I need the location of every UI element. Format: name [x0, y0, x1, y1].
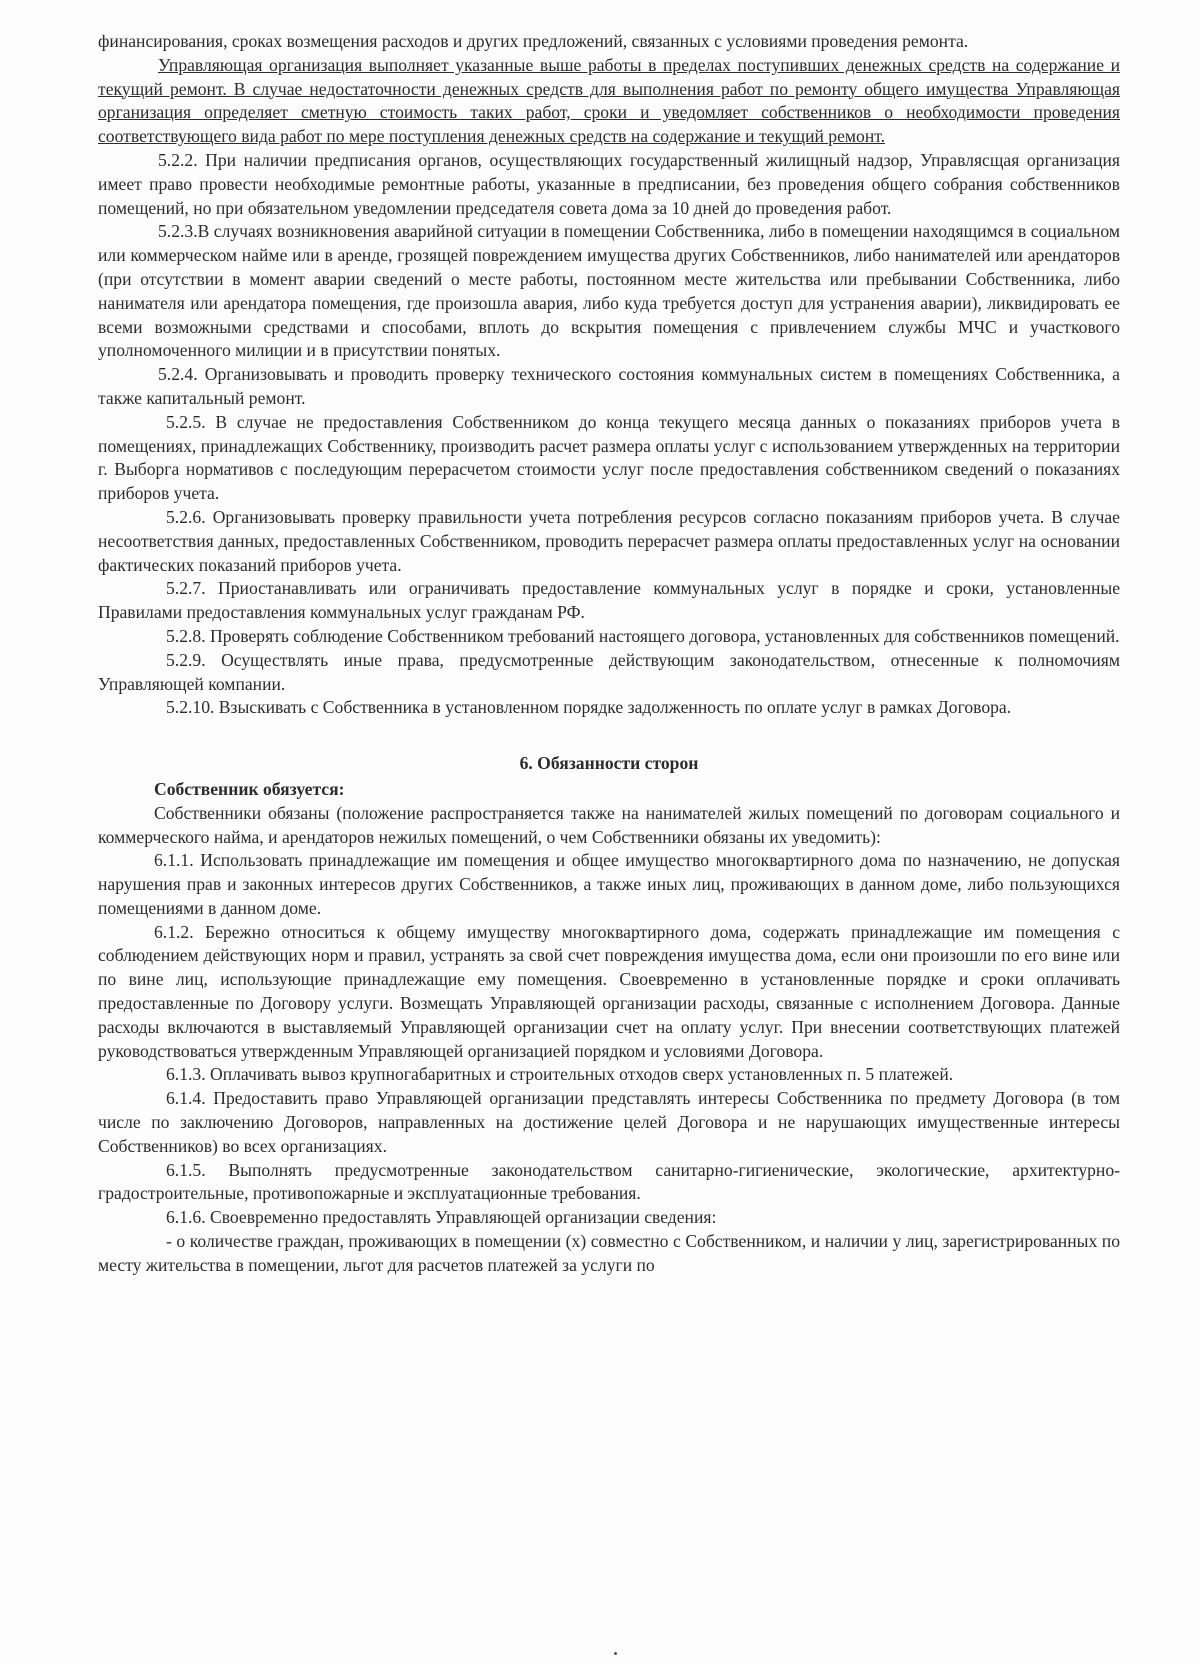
- clause-5-2-4: 5.2.4. Организовывать и проводить проверку технического состояния коммунальных систем в помещениях Собственника, а также капитальный ремонт.: [98, 364, 1120, 408]
- clause-5-2-3: 5.2.3.В случаях возникновения аварийной ситуации в помещении Собственника, либо в помещении находящимся в социальном или коммерческом найме или в аренде, грозящей повреждением имущества других Собственников, либо нанимателей или арендаторов (при отсутствии в момент аварии сведений о месте работы, постоянном месте жительства или пребывании Собственника, либо нанимателя или арендатора помещения, где произошла авария, либо куда требуется доступ для устранения аварии), ликвидировать ее всеми возможными средствами и способами, вплоть до вскрытия помещения с привлечением службы МЧС и участкового уполномоченного милиции и в присутствии понятых.: [98, 221, 1120, 361]
- clause-6-1-6-item: - о количестве граждан, проживающих в помещении (х) совместно с Собственником, и наличии у лиц, зарегистрированных по месту жительства в помещении, льгот для расчетов платежей за услуги по: [98, 1231, 1120, 1275]
- clause-5-2-5: 5.2.5. В случае не предоставления Собственником до конца текущего месяца данных о показаниях приборов учета в помещениях, принадлежащих Собственнику, производить расчет размера оплаты услуг с использованием утвержденных на территории г. Выборга нормативов с последующим перерасчетом стоимости услуг после предоставления собственником сведений о показаниях приборов учета.: [98, 411, 1120, 504]
- clause-6-1-1: 6.1.1. Использовать принадлежащие им помещения и общее имущество многоквартирного дома по назначению, не допуская нарушения прав и законных интересов других Собственников, а также иных лиц, проживающих в данном доме, либо пользующихся помещениями в данном доме.: [98, 850, 1120, 918]
- owner-heading: Собственник обязуется:: [154, 778, 345, 799]
- owners-intro: Собственники обязаны (положение распространяется также на нанимателей жилых помещений по договорам социального и коммерческого найма, и арендаторов нежилых помещений, о чем Собственники обязаны их уведомить):: [98, 802, 1120, 847]
- clause-5-2-6: 5.2.6. Организовывать проверку правильности учета потребления ресурсов согласно показаниям приборов учета. В случае несоответствия данных, предоставленных Собственником, проводить перерасчет размера оплаты предоставленных услуг на основании фактических показаний приборов учета.: [98, 506, 1120, 575]
- paragraph-underlined: Управляющая организация выполняет указанные выше работы в пределах поступивших денежных средств на содержание и текущий ремонт. В случае недостаточности денежных средств для выполнения работ по ремонту общего имущества Управляющая организация определяет сметную стоимость таких работ, сроки и уведомляет собственников о необходимости проведения соответствующего вида работ по мере поступления денежных средств на содержание и текущий ремонт.: [98, 54, 1120, 147]
- clause-5-2-8: 5.2.8. Проверять соблюдение Собственником требований настоящего договора, установленных для собственников помещений.: [166, 625, 1120, 646]
- clause-5-2-10: 5.2.10. Взыскивать с Собственника в установленном порядке задолженность по оплате услуг в рамках Договора.: [166, 697, 1012, 718]
- paragraph-intro: финансирования, сроках возмещения расходов и других предложений, связанных с условиями проведения ремонта.: [98, 31, 969, 51]
- clause-6-1-3: 6.1.3. Оплачивать вывоз крупногабаритных и строительных отходов сверх установленных п. 5 платежей.: [166, 1064, 954, 1085]
- clause-6-1-4: 6.1.4. Предоставить право Управляющей организации представлять интересы Собственника по предмету Договора (в том числе по заключению Договоров, направленных на достижение целей Договора и не нарушающих имущественные интересы Собственников) во всех организациях.: [98, 1088, 1120, 1156]
- clause-5-2-7: 5.2.7. Приостанавливать или ограничивать предоставление коммунальных услуг в порядке и сроки, установленные Правилами предоставления коммунальных услуг гражданам РФ.: [98, 578, 1120, 623]
- clause-6-1-6: 6.1.6. Своевременно предоставлять Управляющей организации сведения:: [166, 1207, 717, 1228]
- scan-dot: [614, 1652, 617, 1655]
- clause-5-2-2: 5.2.2. При наличии предписания органов, осуществляющих государственный жилищный надзор, Управлясщая организация имеет право провести необходимые ремонтные работы, указанные в предписании, без проведения общего собрания собственников помещений, но при обязательном уведомлении председателя совета дома за 10 дней до проведения работ.: [98, 149, 1120, 218]
- clause-6-1-2: 6.1.2. Бережно относиться к общему имуществу многоквартирного дома, содержать принадлежащие им помещения с соблюдением действующих норм и правил, устранять за свой счет повреждения имущества дома, если они произошли по его вине или по вине лиц, использующие принадлежащие ему помещения. Своевременно в установленные порядке и сроки оплачивать предоставленные по Договору услуги. Возмещать Управляющей организации расходы, связанные с исполнением Договора. Данные расходы включаются в выставляемый Управляющей организации счет на оплату услуг. При внесении соответствующих платежей руководствоваться утвержденным Управляющей организацией порядком и условиями Договора.: [98, 921, 1120, 1061]
- clause-6-1-5: 6.1.5. Выполнять предусмотренные законодательством санитарно-гигиенические, экологические, архитектурно-градостроительные, противопожарные и эксплуатационные требования.: [98, 1159, 1120, 1204]
- section-title: 6. Обязанности сторон: [519, 753, 699, 774]
- clause-5-2-9: 5.2.9. Осуществлять иные права, предусмотренные действующим законодательством, отнесенные к полномочиям Управляющей компании.: [98, 649, 1120, 694]
